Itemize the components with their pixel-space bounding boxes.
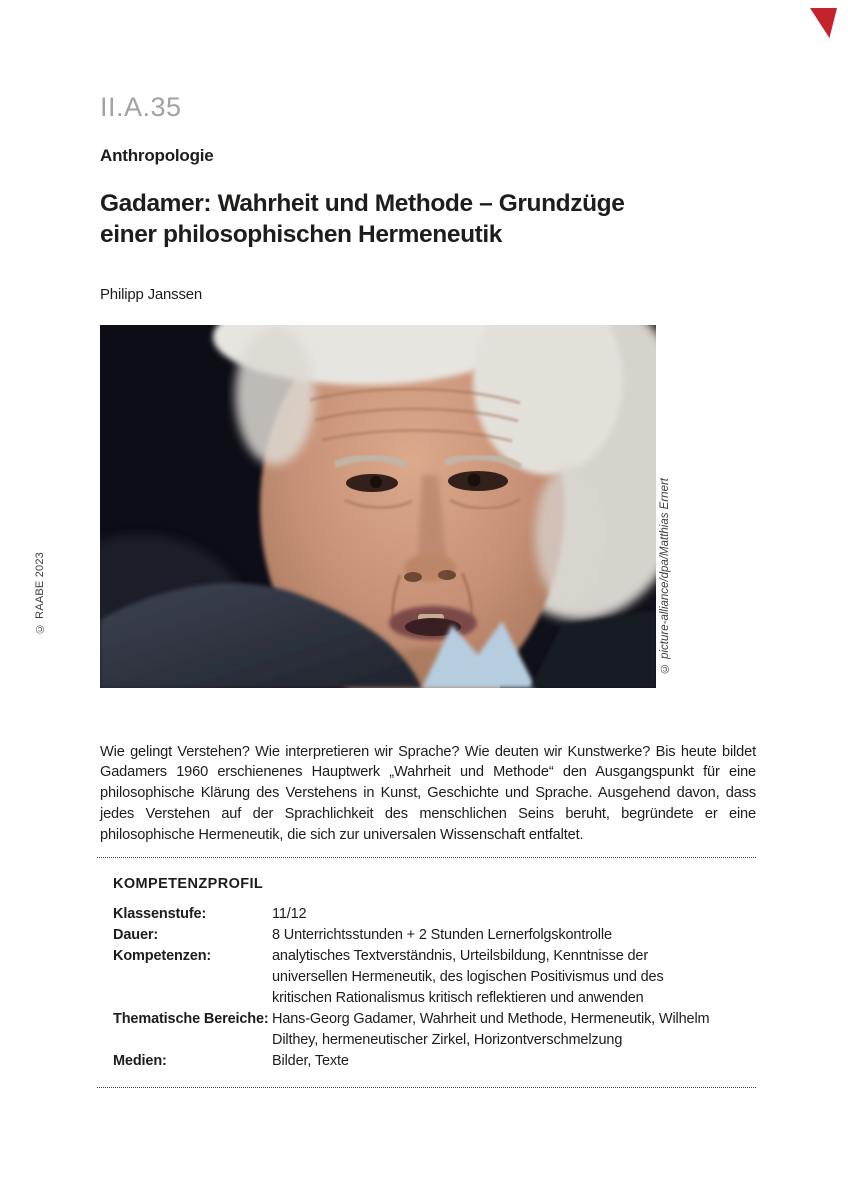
profile-row-label: Medien: (113, 1053, 167, 1069)
profile-row-value: analytisches Textverständnis, Urteilsbildung, Kenntnisse der universellen Hermeneutik, des logischen Positivismus und des kritischen Rationalismus kritisch reflektieren und anwenden (272, 948, 664, 1006)
page-title-line-2: einer philosophischen Hermeneutik (100, 221, 503, 248)
profile-row-label: Klassenstufe: (113, 906, 207, 922)
page-corner-triangle-icon (810, 8, 837, 38)
kompetenzprofil-heading: KOMPETENZPROFIL (113, 876, 264, 892)
author-name: Philipp Janssen (100, 286, 203, 303)
profile-row-label: Thematische Bereiche: (113, 1011, 269, 1027)
dotted-divider-top (97, 857, 756, 858)
profile-row-label: Dauer: (113, 927, 159, 943)
profile-row-label: Kompetenzen: (113, 948, 212, 964)
dotted-divider-bottom (97, 1087, 756, 1088)
publisher-copyright: © RAABE 2023 (34, 552, 46, 635)
kompetenzprofil-table (113, 904, 756, 1072)
intro-paragraph: Wie gelingt Verstehen? Wie interpretieren wir Sprache? Wie deuten wir Kunstwerke? Bis heute bildet Gadamers 1960 erschienenes Hauptwerk „Wahrheit und Methode“ den Ausgangspunkt für eine philosophische Klärung des Verstehens in Kunst, Geschichte und Sprache. Ausgehend davon, dass jedes Verstehen auf der Sprachlichkeit des menschlichen Seins beruht, begründete er eine philosophische Hermeneutik, die sich zur universalen Wissenschaft entfaltet. (100, 743, 756, 843)
page-title-line-1: Gadamer: Wahrheit und Methode – Grundzüge (100, 190, 625, 217)
photo-credit: © picture-alliance/dpa/Matthias Ernert (659, 478, 671, 675)
category-label: Anthropologie (100, 146, 214, 165)
gadamer-portrait-illustration (100, 325, 656, 688)
profile-row-value: 8 Unterrichtsstunden + 2 Stunden Lernerfolgskontrolle (272, 927, 612, 943)
gadamer-photo (100, 325, 656, 688)
unit-code: II.A.35 (100, 92, 182, 122)
profile-row-value: 11/12 (272, 906, 307, 922)
page-title (100, 188, 720, 250)
profile-row-value: Bilder, Texte (272, 1053, 349, 1069)
profile-row-value: Hans-Georg Gadamer, Wahrheit und Methode, Hermeneutik, Wilhelm Dilthey, hermeneutischer Zirkel, Horizontverschmelzung (272, 1011, 710, 1048)
